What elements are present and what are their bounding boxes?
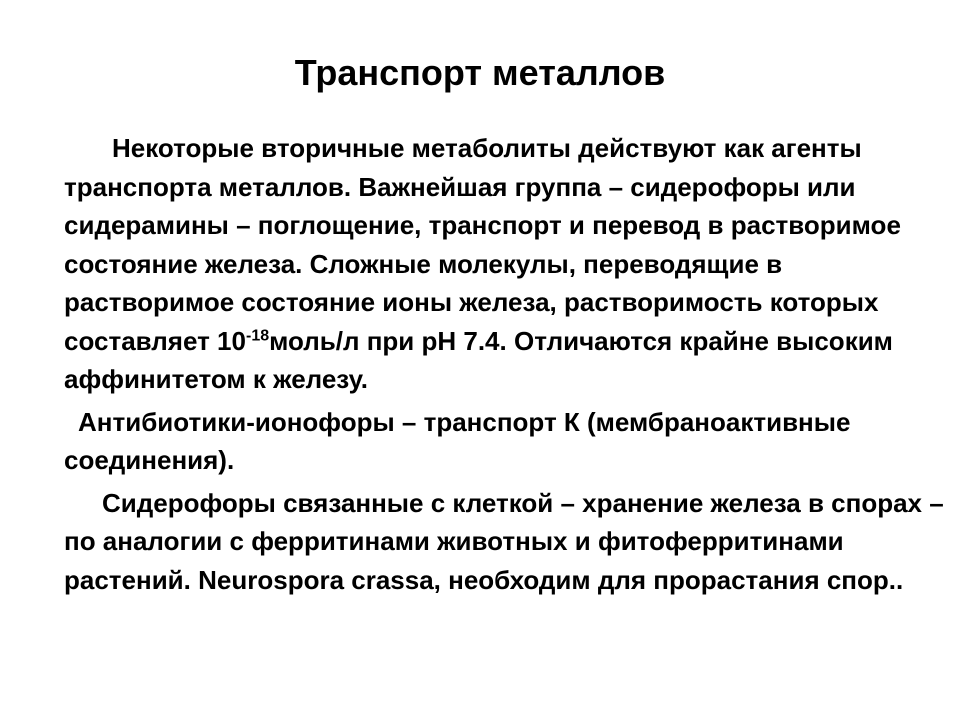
paragraph-cell-bound-siderophores: Сидерофоры связанные с клеткой – хранение железа в спорах – по аналогии с ферритинами животных и фитоферритинами растений. Neurospora crassa, необходим для прорастания спор.. xyxy=(64,487,944,595)
paragraph-text-part: моль/л при рН 7.4. Отличаются крайне высоким аффинитетом к железу. xyxy=(64,325,893,394)
slide-title: Транспорт металлов xyxy=(294,52,666,93)
paragraph-text-part: Некоторые вторичные метаболиты действуют как агенты транспорта металлов. Важнейшая группа – сидерофоры или сидерамины – поглощение, транспорт и перевод в растворимое состояние железа. Сложные молекулы, переводящие в растворимое состояние ионы железа, растворимость которых составляет 10 xyxy=(64,133,901,356)
paragraph-siderophores-transport xyxy=(64,129,952,399)
slide-body xyxy=(64,129,952,599)
exponent: -18 xyxy=(245,326,270,344)
paragraph-ionophores: Антибиотики-ионофоры – транспорт К (мембраноактивные соединения). xyxy=(64,406,851,475)
